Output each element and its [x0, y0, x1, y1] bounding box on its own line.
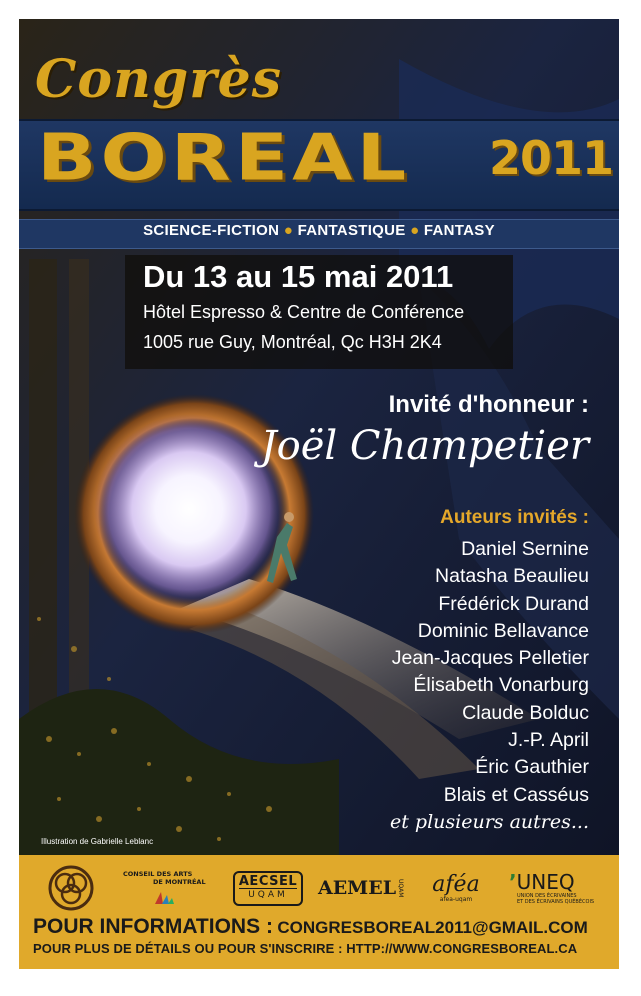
- afea-sub: afea-uqam: [439, 895, 473, 903]
- bullet-icon: ●: [283, 222, 294, 239]
- contact-email-link[interactable]: CONGRESBOREAL2011@GMAIL.COM: [277, 918, 588, 937]
- arts-council-logo: [123, 859, 217, 917]
- author-name: Jean-Jacques Pelletier: [391, 647, 589, 670]
- author-name: Natasha Beaulieu: [435, 565, 589, 588]
- more-authors-note: et plusieurs autres...: [390, 810, 589, 833]
- author-name: Blais et Casséus: [443, 783, 589, 806]
- author-name: Éric Gauthier: [475, 756, 589, 779]
- aemel-label: AEMEL: [317, 877, 397, 899]
- aemel-sub: UQAM: [397, 878, 405, 898]
- aecsel-label: AECSEL: [238, 873, 298, 889]
- author-name: J.-P. April: [508, 729, 589, 752]
- event-title: BOREAL: [37, 121, 411, 195]
- aecsel-sub: UQAM: [239, 888, 297, 902]
- uneq-logo: [509, 859, 609, 917]
- poster: [19, 19, 619, 969]
- author-name: Claude Bolduc: [462, 701, 589, 724]
- event-dates: Du 13 au 15 mai 2011: [143, 259, 454, 294]
- author-name: Daniel Sernine: [461, 538, 589, 560]
- uneq-label: ’UNEQ: [509, 870, 575, 894]
- contact-label: POUR INFORMATIONS :: [33, 915, 273, 938]
- genre-list: [19, 222, 619, 239]
- author-name: Élisabeth Vonarburg: [413, 674, 589, 697]
- arts-council-line2: DE MONTRÉAL: [153, 878, 206, 886]
- aemel-logo: [317, 859, 405, 917]
- afea-label: aféa: [432, 871, 480, 897]
- author-name: Dominic Bellavance: [417, 619, 589, 642]
- event-venue: Hôtel Espresso & Centre de Conférence: [143, 302, 465, 322]
- uneq-sub2: ET DES ÉCRIVAINS QUÉBÉCOIS: [517, 899, 595, 905]
- arts-council-icon: [153, 890, 175, 906]
- author-name: Frédérick Durand: [438, 592, 589, 615]
- guest-of-honor-name: Joël Champetier: [260, 423, 589, 469]
- genre-fantasy: FANTASY: [423, 222, 495, 239]
- arts-council-line1: CONSEIL DES ARTS: [123, 870, 193, 878]
- invited-authors-list: [390, 536, 589, 836]
- afea-logo: [419, 859, 493, 917]
- illustration-credit: Illustration de Gabrielle Leblanc: [41, 837, 154, 846]
- contact-line: [33, 915, 588, 939]
- bullet-icon: ●: [410, 222, 420, 239]
- guest-of-honor-label: Invité d'honneur :: [388, 391, 589, 418]
- event-address: 1005 rue Guy, Montréal, Qc H3H 2K4: [143, 332, 442, 352]
- congres-heading: Congrès: [35, 49, 282, 110]
- knot-emblem-logo: [41, 859, 101, 917]
- genre-fantastique: FANTASTIQUE: [297, 222, 406, 239]
- invited-authors-label: Auteurs invités :: [440, 507, 589, 528]
- website-link[interactable]: POUR PLUS DE DÉTAILS OU POUR S'INSCRIRE : HTTP://WWW.CONGRESBOREAL.CA: [33, 941, 578, 956]
- genre-science-fiction: SCIENCE-FICTION: [143, 222, 280, 239]
- uneq-sub1: UNION DES ÉCRIVAINES: [517, 893, 577, 899]
- event-year: 2011: [489, 131, 614, 185]
- aecsel-logo: [233, 859, 303, 917]
- sponsor-logos: [27, 859, 611, 917]
- celtic-knot-icon: [48, 865, 94, 911]
